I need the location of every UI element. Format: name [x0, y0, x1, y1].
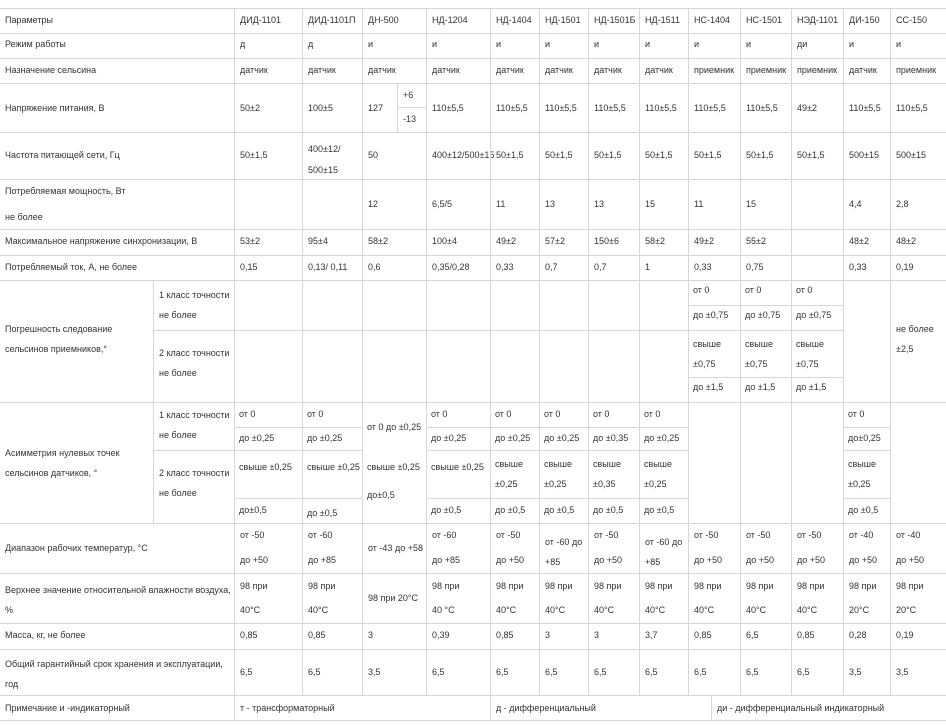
asymmetry-nd-1501b-c1-bottom: до ±0,35	[593, 433, 629, 443]
purpose-nd-1501b: датчик	[588, 59, 639, 83]
sync-voltage-di-150: 48±2	[843, 230, 890, 255]
frequency-nd-1501: 50±1,5	[539, 133, 588, 179]
asymmetry-nd-1501-c1-bottom: до ±0,25	[544, 433, 580, 443]
asymmetry-nd-1511-c1-top: от 0	[644, 409, 661, 419]
humidity-label: Верхнее значение относительной влажности воздуха, %	[5, 585, 231, 615]
mode-nd-1511: и	[639, 33, 688, 58]
lifetime-label: Общий гарантийный срок хранения и эксплуатации, год	[5, 659, 223, 689]
asymmetry-nd-1501b-c2-bottom: до ±0,5	[593, 505, 624, 515]
voltage-did-1101: 50±2	[234, 84, 302, 132]
frequency-nd-1204: 400±12/500±15	[426, 133, 490, 179]
sync-voltage-nd-1204: 100±4	[426, 230, 490, 255]
temperature-ss-150: от -40 до +50	[890, 524, 946, 573]
temperature-nd-1501: от -60 до +85	[539, 524, 588, 573]
temperature-ned-1101: от -50 до +50	[791, 524, 843, 573]
lifetime-ns-1501: 6,5	[740, 650, 791, 695]
lifetime-ss-150: 3,5	[890, 650, 946, 695]
temperature-row	[0, 524, 946, 574]
tracking-error-ned-1101-c1-top: от 0	[796, 285, 813, 295]
mass-ned-1101: 0,85	[791, 624, 843, 649]
asymmetry-nd-1501b-c1-top: от 0	[593, 409, 610, 419]
purpose-ns-1404: приемник	[688, 59, 740, 83]
temperature-dn-500: от -43 до +58	[362, 524, 426, 573]
purpose-did-1101: датчик	[234, 59, 302, 83]
asymmetry-did-1101p-c1-bottom: до ±0,25	[307, 433, 343, 443]
sync-voltage-nd-1404: 49±2	[490, 230, 539, 255]
asymmetry-class1: 1 класс точности не более	[153, 403, 234, 451]
asymmetry-nd-1404-c2-top: свыше ±0,25	[495, 459, 523, 489]
temperature-nd-1204: от -60 до +85	[426, 524, 490, 573]
voltage-nd-1501b: 110±5,5	[588, 84, 639, 132]
asymmetry-nd-1501-c2-bottom: до ±0,5	[544, 505, 575, 515]
temperature-label: Диапазон рабочих температур, °С	[5, 543, 148, 553]
tracking-error-ns-1501-c2-top: свыше ±0,75	[745, 339, 773, 369]
current-di-150: 0,33	[843, 256, 890, 280]
purpose-nd-1511: датчик	[639, 59, 688, 83]
tracking-error-row	[0, 281, 946, 403]
frequency-ns-1404: 50±1,5	[688, 133, 740, 179]
purpose-dn-500: датчик	[362, 59, 426, 83]
asymmetry-label: Асимметрия нулевых точек сельсинов датчиков, °	[5, 448, 120, 478]
frequency-nd-1501b: 50±1,5	[588, 133, 639, 179]
asymmetry-di-150-c2-top: свыше ±0,25	[848, 459, 876, 489]
tracking-error-ned-1101-c1-bottom: до ±0,75	[796, 310, 832, 320]
current-did-1101: 0,15	[234, 256, 302, 280]
humidity-dn-500: 98 при 20°С	[362, 574, 426, 623]
asymmetry-nd-1404-c2-bottom: до ±0,5	[495, 505, 526, 515]
temperature-di-150: от -40 до +50	[843, 524, 890, 573]
lifetime-ns-1404: 6,5	[688, 650, 740, 695]
sync-voltage-nd-1501b: 150±6	[588, 230, 639, 255]
current-ns-1501: 0,75	[740, 256, 791, 280]
asymmetry-did-1101-c1-top: от 0	[239, 409, 256, 419]
power-ned-1101	[791, 180, 843, 229]
asymmetry-nd-1204-c2-bottom: до ±0,5	[431, 505, 462, 515]
power-di-150: 4,4	[843, 180, 890, 229]
frequency-row	[0, 133, 946, 180]
current-nd-1511: 1	[639, 256, 688, 280]
sync-voltage-label: Максимальное напряжение синхронизации, В	[5, 236, 198, 246]
header-ss-150: СС-150	[890, 9, 946, 33]
mode-di-150: и	[843, 33, 890, 58]
voltage-nd-1501: 110±5,5	[539, 84, 588, 132]
asymmetry-did-1101p-c1-top: от 0	[307, 409, 324, 419]
voltage-did-1101p: 100±5	[302, 84, 362, 132]
mode-row	[0, 33, 946, 59]
current-row	[0, 256, 946, 281]
current-label: Потребляемый ток, А, не более	[5, 262, 138, 272]
voltage-row	[0, 84, 946, 133]
voltage-ned-1101: 49±2	[791, 84, 843, 132]
humidity-nd-1404: 98 при 40°С	[490, 574, 539, 623]
asymmetry-did-1101p-c2-bottom: до ±0,5	[307, 508, 338, 518]
asymmetry-did-1101p-c2-top: свыше ±0,25	[307, 462, 360, 472]
power-label	[0, 180, 234, 229]
asymmetry-nd-1511-c2-top: свыше ±0,25	[644, 459, 672, 489]
humidity-row	[0, 574, 946, 624]
mass-nd-1204: 0,39	[426, 624, 490, 649]
voltage-dn-500: 127	[362, 84, 397, 132]
tracking-error-ns-1404-c2-bottom: до ±1,5	[693, 382, 724, 392]
mode-ss-150: и	[890, 33, 946, 58]
frequency-di-150: 500±15	[843, 133, 890, 179]
header-ns-1501: НС-1501	[740, 9, 791, 33]
lifetime-did-1101: 6,5	[234, 650, 302, 695]
header-nd-1501b: НД-1501Б	[588, 9, 639, 33]
frequency-ns-1501: 50±1,5	[740, 133, 791, 179]
tracking-error-ned-1101-c2-top: свыше ±0,75	[796, 339, 824, 369]
tracking-error-ns-1404-c1-bottom: до ±0,75	[693, 310, 729, 320]
temperature-ns-1404: от -50 до +50	[688, 524, 740, 573]
tracking-error-ns-1404-c1-top: от 0	[693, 285, 710, 295]
voltage-ns-1404: 110±5,5	[688, 84, 740, 132]
voltage-dn-500-plus: +6	[397, 84, 426, 108]
humidity-nd-1511: 98 при 40°С	[639, 574, 688, 623]
mode-did-1101: д	[234, 33, 302, 58]
header-did-1101p: ДИД-1101П	[302, 9, 362, 33]
asymmetry-did-1101-c2-top: свыше ±0,25	[239, 462, 292, 472]
lifetime-nd-1511: 6,5	[639, 650, 688, 695]
temperature-did-1101: от -50 до +50	[234, 524, 302, 573]
current-ns-1404: 0,33	[688, 256, 740, 280]
mass-di-150: 0,28	[843, 624, 890, 649]
note-differential-indicator: ди - дифференциальный индикаторный	[711, 696, 946, 720]
frequency-did-1101p: 400±12/ 500±15	[302, 133, 362, 179]
purpose-ss-150: приемник	[890, 59, 946, 83]
mass-ss-150: 0,19	[890, 624, 946, 649]
asymmetry-dn-500-c2-bottom: до±0,5	[367, 490, 395, 500]
mode-ned-1101: ди	[791, 33, 843, 58]
humidity-nd-1501b: 98 при 40°С	[588, 574, 639, 623]
humidity-ns-1501: 98 при 40°С	[740, 574, 791, 623]
voltage-nd-1404: 110±5,5	[490, 84, 539, 132]
asymmetry-nd-1501b-c2-top: свыше ±0,35	[593, 459, 621, 489]
lifetime-dn-500: 3,5	[362, 650, 426, 695]
power-label-line1: Потребляемая мощность, Вт	[5, 186, 126, 196]
humidity-ns-1404: 98 при 40°С	[688, 574, 740, 623]
header-nd-1404: НД-1404	[490, 9, 539, 33]
header-nd-1204: НД-1204	[426, 9, 490, 33]
asymmetry-nd-1404-c1-top: от 0	[495, 409, 512, 419]
tracking-error-ns-1404-c2-top: свыше ±0,75	[693, 339, 721, 369]
asymmetry-nd-1404-c1-bottom: до ±0,25	[495, 433, 531, 443]
mass-nd-1404: 0,85	[490, 624, 539, 649]
temperature-did-1101p: от -60 до +85	[302, 524, 362, 573]
frequency-ned-1101: 50±1,5	[791, 133, 843, 179]
sync-voltage-did-1101: 53±2	[234, 230, 302, 255]
mode-ns-1501: и	[740, 33, 791, 58]
asymmetry-nd-1511-c2-bottom: до ±0,5	[644, 505, 675, 515]
voltage-ns-1501: 110±5,5	[740, 84, 791, 132]
header-dn-500: ДН-500	[362, 9, 426, 33]
asymmetry-did-1101-c2-bottom: до±0,5	[239, 505, 267, 515]
purpose-di-150: датчик	[843, 59, 890, 83]
purpose-ns-1501: приемник	[740, 59, 791, 83]
current-nd-1204: 0,35/0,28	[426, 256, 490, 280]
mode-label: Режим работы	[5, 39, 66, 49]
purpose-nd-1404: датчик	[490, 59, 539, 83]
sync-voltage-ned-1101	[791, 230, 843, 255]
mode-nd-1204: и	[426, 33, 490, 58]
power-ss-150: 2,8	[890, 180, 946, 229]
voltage-ss-150: 110±5,5	[890, 84, 946, 132]
header-nd-1501: НД-1501	[539, 9, 588, 33]
note-differential: д - дифференциальный	[490, 696, 711, 720]
sync-voltage-ss-150: 48±2	[890, 230, 946, 255]
voltage-di-150: 110±5,5	[843, 84, 890, 132]
purpose-ned-1101: приемник	[791, 59, 843, 83]
humidity-di-150: 98 при 20°С	[843, 574, 890, 623]
asymmetry-di-150-c1-top: от 0	[848, 409, 865, 419]
current-ned-1101	[791, 256, 843, 280]
temperature-nd-1501b: от -50 до +50	[588, 524, 639, 573]
tracking-error-ss-150: не более ±2,5	[890, 281, 946, 402]
mass-did-1101p: 0,85	[302, 624, 362, 649]
power-nd-1204: 6,5/5	[426, 180, 490, 229]
asymmetry-nd-1501-c2-top: свыше ±0,25	[544, 459, 572, 489]
lifetime-nd-1404: 6,5	[490, 650, 539, 695]
asymmetry-dn-500-c1: от 0 до ±0,25	[367, 422, 422, 432]
header-ned-1101: НЭД-1101	[791, 9, 843, 33]
lifetime-nd-1501: 6,5	[539, 650, 588, 695]
voltage-label: Напряжение питания, В	[5, 103, 105, 113]
tracking-error-ns-1501-c1-top: от 0	[745, 285, 762, 295]
power-did-1101	[234, 180, 302, 229]
purpose-did-1101p: датчик	[302, 59, 362, 83]
power-ns-1501: 15	[740, 180, 791, 229]
voltage-nd-1204: 110±5,5	[426, 84, 490, 132]
humidity-did-1101p: 98 при 40°С	[302, 574, 362, 623]
purpose-nd-1501: датчик	[539, 59, 588, 83]
voltage-dn-500-minus: -13	[397, 108, 426, 132]
frequency-nd-1404: 50±1,5	[490, 133, 539, 179]
mass-ns-1501: 6,5	[740, 624, 791, 649]
note-label: Примечание и -индикаторный	[5, 703, 130, 713]
mass-row	[0, 624, 946, 650]
header-did-1101: ДИД-1101	[234, 9, 302, 33]
mass-nd-1501b: 3	[588, 624, 639, 649]
power-nd-1404: 11	[490, 180, 539, 229]
lifetime-nd-1501b: 6,5	[588, 650, 639, 695]
power-nd-1511: 15	[639, 180, 688, 229]
note-row	[0, 696, 946, 721]
asymmetry-di-150-c1-bottom: до±0,25	[848, 433, 881, 443]
humidity-did-1101: 98 при 40°С	[234, 574, 302, 623]
header-nd-1511: НД-1511	[639, 9, 688, 33]
header-parameters: Параметры	[5, 15, 53, 25]
temperature-nd-1404: от -50 до +50	[490, 524, 539, 573]
current-ss-150: 0,19	[890, 256, 946, 280]
asymmetry-nd-1501-c1-top: от 0	[544, 409, 561, 419]
asymmetry-nd-1204-c1-top: от 0	[431, 409, 448, 419]
frequency-label: Частота питающей сети, Гц	[5, 150, 120, 160]
current-did-1101p: 0,13/ 0,11	[302, 256, 362, 280]
sync-voltage-did-1101p: 95±4	[302, 230, 362, 255]
asymmetry-class2: 2 класс точности не более	[153, 451, 234, 523]
lifetime-di-150: 3,5	[843, 650, 890, 695]
asymmetry-did-1101-c1-bottom: до ±0,25	[239, 433, 275, 443]
mass-did-1101: 0,85	[234, 624, 302, 649]
tracking-error-class2: 2 класс точности не более	[153, 331, 234, 402]
asymmetry-dn-500-c2-top: свыше ±0,25	[367, 462, 420, 472]
humidity-ned-1101: 98 при 40°С	[791, 574, 843, 623]
asymmetry-nd-1511-c1-bottom: до ±0,25	[644, 433, 680, 443]
lifetime-nd-1204: 6,5	[426, 650, 490, 695]
power-did-1101p	[302, 180, 362, 229]
power-ns-1404: 11	[688, 180, 740, 229]
sync-voltage-ns-1404: 49±2	[688, 230, 740, 255]
power-nd-1501b: 13	[588, 180, 639, 229]
tracking-error-ns-1501-c2-bottom: до ±1,5	[745, 382, 776, 392]
current-nd-1501: 0,7	[539, 256, 588, 280]
humidity-nd-1204: 98 при 40 °С	[426, 574, 490, 623]
temperature-nd-1511: от -60 до +85	[639, 524, 688, 573]
power-row	[0, 180, 946, 230]
purpose-row	[0, 59, 946, 84]
tracking-error-label: Погрешность следование сельсинов приемников,°	[5, 324, 113, 354]
asymmetry-di-150-c2-bottom: до ±0,5	[848, 505, 879, 515]
tracking-error-ns-1501-c1-bottom: до ±0,75	[745, 310, 781, 320]
current-nd-1404: 0,33	[490, 256, 539, 280]
current-dn-500: 0,6	[362, 256, 426, 280]
humidity-nd-1501: 98 при 40°С	[539, 574, 588, 623]
mode-nd-1404: и	[490, 33, 539, 58]
mass-nd-1511: 3,7	[639, 624, 688, 649]
sync-voltage-row	[0, 230, 946, 256]
lifetime-did-1101p: 6,5	[302, 650, 362, 695]
temperature-ns-1501: от -50 до +50	[740, 524, 791, 573]
header-ns-1404: НС-1404	[688, 9, 740, 33]
frequency-nd-1511: 50±1,5	[639, 133, 688, 179]
sync-voltage-nd-1501: 57±2	[539, 230, 588, 255]
mass-dn-500: 3	[362, 624, 426, 649]
asymmetry-nd-1204-c1-bottom: до ±0,25	[431, 433, 467, 443]
power-dn-500: 12	[362, 180, 426, 229]
tracking-error-class1: 1 класс точности не более	[153, 281, 234, 331]
mass-nd-1501: 3	[539, 624, 588, 649]
current-nd-1501b: 0,7	[588, 256, 639, 280]
tracking-error-ned-1101-c2-bottom: до ±1,5	[796, 382, 827, 392]
note-transformer: т - трансформаторный	[234, 696, 490, 720]
power-nd-1501: 13	[539, 180, 588, 229]
lifetime-ned-1101: 6,5	[791, 650, 843, 695]
mode-nd-1501b: и	[588, 33, 639, 58]
power-label-line2: не более	[5, 212, 43, 222]
sync-voltage-dn-500: 58±2	[362, 230, 426, 255]
mode-nd-1501: и	[539, 33, 588, 58]
frequency-did-1101: 50±1,5	[234, 133, 302, 179]
sync-voltage-ns-1501: 55±2	[740, 230, 791, 255]
humidity-ss-150: 98 при 20°С	[890, 574, 946, 623]
mass-ns-1404: 0,85	[688, 624, 740, 649]
lifetime-row	[0, 650, 946, 696]
asymmetry-row	[0, 403, 946, 524]
purpose-nd-1204: датчик	[426, 59, 490, 83]
voltage-nd-1511: 110±5,5	[639, 84, 688, 132]
frequency-dn-500: 50	[362, 133, 426, 179]
frequency-ss-150: 500±15	[890, 133, 946, 179]
mass-label: Масса, кг, не более	[5, 630, 86, 640]
mode-dn-500: и	[362, 33, 426, 58]
header-row	[0, 8, 946, 34]
mode-ns-1404: и	[688, 33, 740, 58]
mode-did-1101p: д	[302, 33, 362, 58]
sync-voltage-nd-1511: 58±2	[639, 230, 688, 255]
purpose-label: Назначение сельсина	[5, 65, 97, 75]
header-di-150: ДИ-150	[843, 9, 890, 33]
asymmetry-nd-1204-c2-top: свыше ±0,25	[431, 462, 484, 472]
